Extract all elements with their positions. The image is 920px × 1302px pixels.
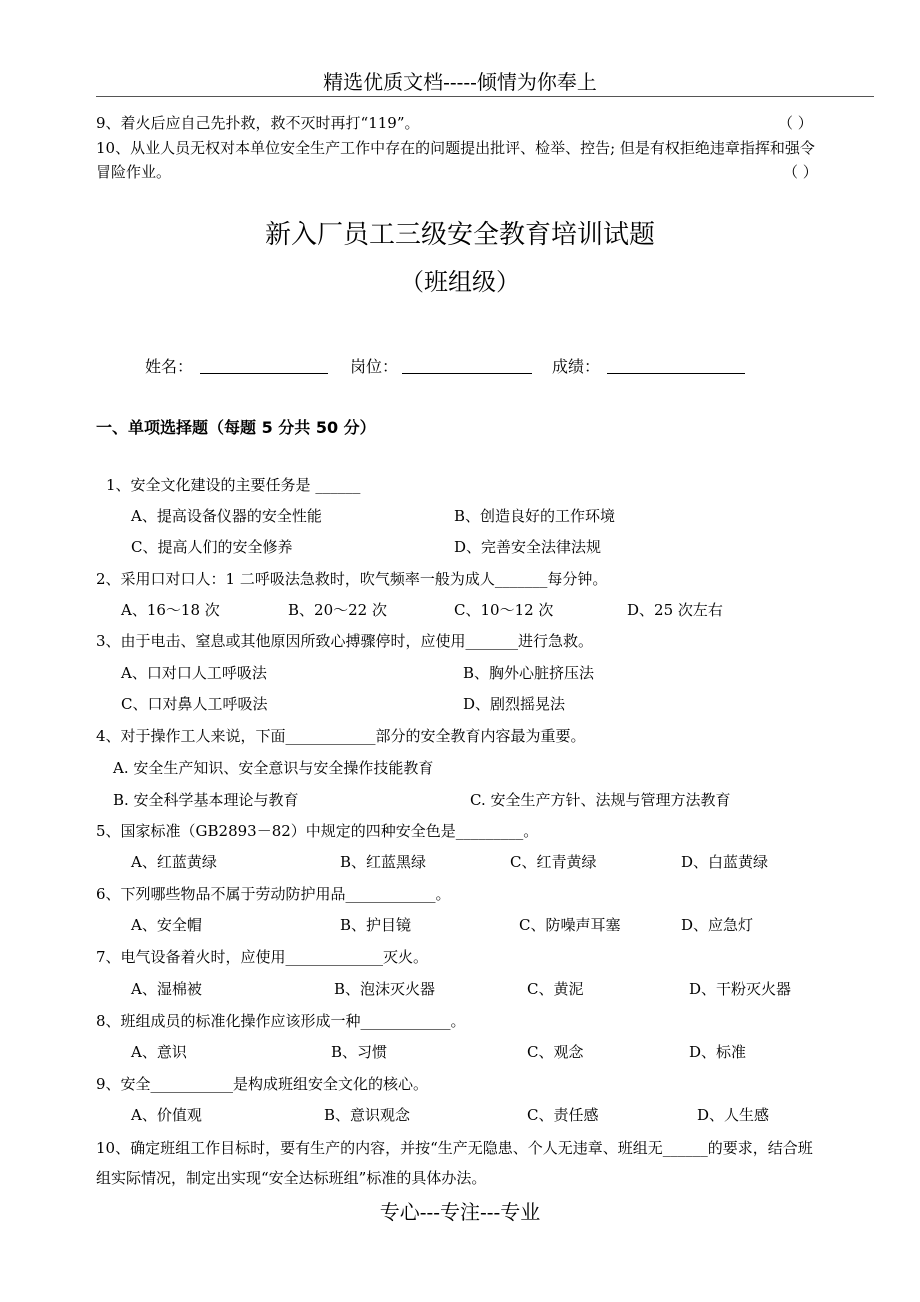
option-9b[interactable]: B、意识观念 [324,1106,411,1124]
option-2b[interactable]: B、20～22 次 [288,601,387,619]
option-5a[interactable]: A、红蓝黄绿 [131,853,217,871]
page-footer: 专心---专注---专业 [379,1200,541,1224]
option-7d[interactable]: D、干粉灭火器 [689,980,792,998]
name-input-line[interactable] [200,373,328,374]
option-9a[interactable]: A、价值观 [131,1106,202,1124]
question-3: 3、由于电击、窒息或其他原因所致心搏骤停时，应使用_______进行急救。 [96,632,594,650]
question-10-line2: 组实际情况，制定出实现“安全达标班组”标准的具体办法。 [96,1169,487,1187]
option-3c[interactable]: C、口对鼻人工呼吸法 [121,695,268,713]
score-label: 成绩： [552,357,601,376]
option-5c[interactable]: C、红青黄绿 [510,853,597,871]
header-rule [96,96,874,97]
option-6d[interactable]: D、应急灯 [681,916,754,934]
option-1c[interactable]: C、提高人们的安全修养 [131,538,293,556]
option-6a[interactable]: A、安全帽 [131,916,202,934]
option-3b[interactable]: B、胸外心脏挤压法 [463,664,595,682]
option-8a[interactable]: A、意识 [131,1043,187,1061]
option-7a[interactable]: A、湿棉被 [131,980,202,998]
tf-question-10-line1: 10、从业人员无权对本单位安全生产工作中存在的问题提出批评、检举、控告; 但是有权拒绝违章指挥和强令 [96,139,815,157]
option-3a[interactable]: A、口对口人工呼吸法 [121,664,267,682]
page-header: 精选优质文档-----倾情为你奉上 [323,70,597,94]
question-6: 6、下列哪些物品不属于劳动防护用品____________。 [96,885,451,903]
option-4a[interactable]: A. 安全生产知识、安全意识与安全操作技能教育 [113,759,434,777]
question-9: 9、安全___________是构成班组安全文化的核心。 [96,1075,429,1093]
option-2a[interactable]: A、16～18 次 [121,601,220,619]
option-4c[interactable]: C. 安全生产方针、法规与管理方法教育 [470,791,731,809]
tf-question-10-line2: 冒险作业。 [96,163,172,181]
option-1b[interactable]: B、创造良好的工作环境 [454,507,616,525]
option-8b[interactable]: B、习惯 [331,1043,388,1061]
question-2: 2、采用口对口人：1 二呼吸法急救时，吹气频率一般为成人_______每分钟。 [96,570,608,588]
option-9c[interactable]: C、责任感 [527,1106,599,1124]
question-8: 8、班组成员的标准化操作应该形成一种____________。 [96,1012,466,1030]
option-8d[interactable]: D、标准 [689,1043,747,1061]
post-label: 岗位： [350,357,399,376]
option-2d[interactable]: D、25 次左右 [627,601,723,619]
question-4: 4、对于操作工人来说，下面____________部分的安全教育内容最为重要。 [96,727,586,745]
question-1: 1、安全文化建设的主要任务是 ______ [106,476,361,494]
exam-subtitle: （班组级） [400,268,520,296]
tf-answer-bracket-9: （ ） [778,114,813,132]
option-6b[interactable]: B、护目镜 [340,916,412,934]
question-7: 7、电气设备着火时，应使用_____________灭火。 [96,948,429,966]
option-5b[interactable]: B、红蓝黑绿 [340,853,427,871]
option-4b[interactable]: B. 安全科学基本理论与教育 [113,791,299,809]
question-10-line1: 10、确定班组工作目标时，要有生产的内容，并按“生产无隐患、个人无违章、班组无______的要求，结合班 [96,1139,813,1157]
tf-answer-bracket-10: （ ） [783,163,818,181]
option-1a[interactable]: A、提高设备仪器的安全性能 [131,507,322,525]
score-input-line[interactable] [607,373,745,374]
option-8c[interactable]: C、观念 [527,1043,584,1061]
tf-question-9: 9、着火后应自己先扑救，救不灭时再打“119”。 [96,114,420,132]
option-7b[interactable]: B、泡沫灭火器 [334,980,436,998]
option-7c[interactable]: C、黄泥 [527,980,584,998]
option-3d[interactable]: D、剧烈摇晃法 [463,695,566,713]
option-2c[interactable]: C、10～12 次 [454,601,554,619]
question-5: 5、国家标准（GB2893－82）中规定的四种安全色是_________。 [96,822,539,840]
exam-title: 新入厂员工三级安全教育培训试题 [264,220,655,250]
option-6c[interactable]: C、防噪声耳塞 [519,916,621,934]
option-1d[interactable]: D、完善安全法律法规 [454,538,602,556]
option-9d[interactable]: D、人生感 [697,1106,770,1124]
post-input-line[interactable] [402,373,532,374]
name-label: 姓名： [145,357,194,376]
option-5d[interactable]: D、白蓝黄绿 [681,853,769,871]
section-heading: 一、单项选择题（每题 5 分共 50 分） [96,418,376,437]
